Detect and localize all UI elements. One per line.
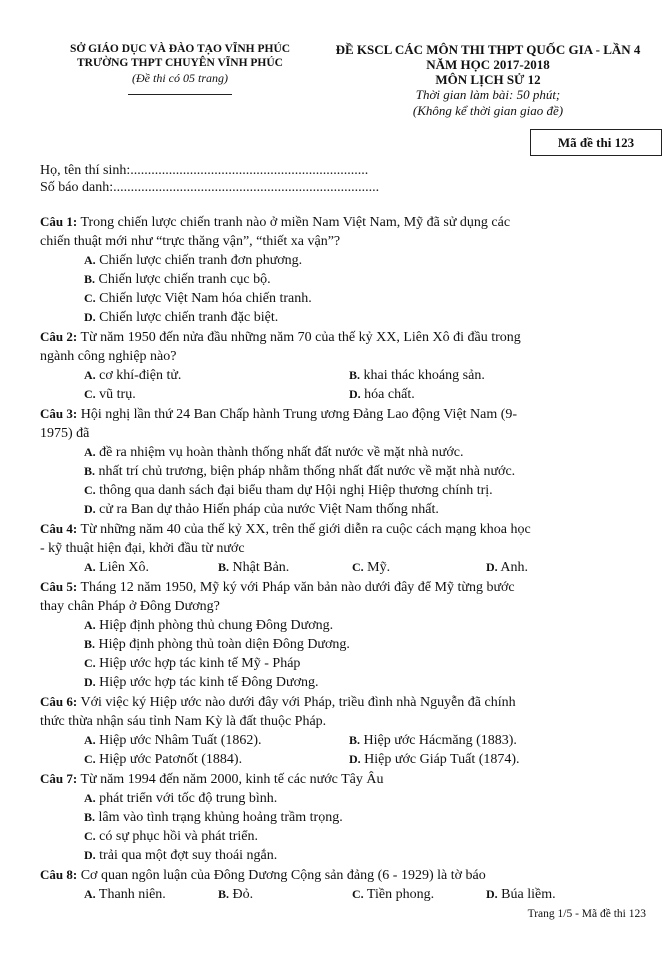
header-divider: [128, 94, 232, 95]
option-c: C. Hiệp ước hợp tác kinh tế Mỹ - Pháp: [84, 656, 301, 671]
department-name: SỞ GIÁO DỤC VÀ ĐÀO TẠO VĨNH PHÚC: [69, 43, 291, 55]
question-text: Từ năm 1994 đến năm 2000, kinh tế các nước Tây Âu: [80, 772, 384, 787]
question-number: Câu 8:: [40, 867, 78, 882]
option-c: C. Chiến lược Việt Nam hóa chiến tranh.: [84, 291, 312, 306]
exam-code-box: Mã đề thi 123: [530, 129, 662, 156]
question-1: [40, 212, 640, 327]
header-left: [60, 42, 300, 95]
candidate-id-field: Số báo danh:............................................................................: [40, 180, 380, 195]
option-c: C. có sự phục hồi và phát triển.: [84, 829, 258, 844]
question-text: Với việc ký Hiệp ước nào dưới đây với Pháp, triều đình nhà Nguyễn đã chính: [80, 695, 516, 710]
subject: MÔN LỊCH SỬ 12: [435, 72, 541, 87]
option-c: C. Hiệp ước Patơnốt (1884).: [84, 752, 243, 767]
option-d: D. Chiến lược chiến tranh đặc biệt.: [84, 310, 279, 325]
option-a: A. Hiệp định phòng thủ chung Đông Dương.: [84, 618, 334, 633]
page-footer: Trang 1/5 - Mã đề thi 123: [527, 908, 646, 920]
question-number: Câu 6:: [40, 694, 78, 709]
option-d: D. Búa liềm.: [486, 887, 556, 902]
option-d: D. Anh.: [486, 560, 529, 575]
question-text: thay chân Pháp ở Đông Dương?: [40, 599, 220, 614]
option-d: D. Hiệp ước hợp tác kinh tế Đông Dương.: [84, 675, 319, 690]
option-b: B. Chiến lược chiến tranh cục bộ.: [84, 272, 271, 287]
option-d: D. trải qua một đợt suy thoái ngắn.: [84, 848, 278, 863]
option-b: B. khai thác khoáng sản.: [349, 368, 485, 383]
question-text: ngành công nghiệp nào?: [40, 349, 177, 364]
option-d: D. cử ra Ban dự thảo Hiến pháp của nước Việt Nam thống nhất.: [84, 502, 439, 517]
page-count-note: (Đề thi có 05 trang): [132, 71, 228, 85]
option-b: B. lâm vào tình trạng khủng hoảng trầm trọng.: [84, 810, 343, 825]
question-5: [40, 577, 640, 692]
question-text: Cơ quan ngôn luận của Đông Dương Cộng sản đảng (6 - 1929) là tờ báo: [80, 868, 486, 883]
question-8: [40, 865, 640, 904]
question-text: Hội nghị lần thứ 24 Ban Chấp hành Trung ương Đảng Lao động Việt Nam (9-: [80, 407, 518, 422]
candidate-name-field: Họ, tên thí sinh:....................................................................: [40, 163, 369, 178]
option-a: A. phát triển với tốc độ trung bình.: [84, 791, 278, 806]
school-year: NĂM HỌC 2017-2018: [426, 57, 550, 72]
option-d: D. Hiệp ước Giáp Tuất (1874).: [349, 752, 520, 767]
question-text: thức thừa nhận sáu tỉnh Nam Kỳ là đất thuộc Pháp.: [40, 714, 327, 729]
option-a: A. đề ra nhiệm vụ hoàn thành thống nhất đất nước về mặt nhà nước.: [84, 445, 464, 460]
time-note: (Không kể thời gian giao đề): [412, 103, 564, 118]
option-c: C. vũ trụ.: [84, 387, 136, 402]
candidate-fields: [40, 162, 379, 196]
question-number: Câu 5:: [40, 579, 78, 594]
question-2: [40, 327, 640, 404]
option-b: B. Đỏ.: [218, 887, 254, 902]
option-a: A. Thanh niên.: [84, 887, 166, 902]
question-text: chiến thuật mới như “trực thăng vận”, “thiết xa vận”?: [40, 234, 341, 249]
question-number: Câu 1:: [40, 214, 78, 229]
question-7: [40, 769, 640, 865]
exam-title: ĐỀ KSCL CÁC MÔN THI THPT QUỐC GIA - LẦN 4: [335, 42, 641, 57]
school-name: TRƯỜNG THPT CHUYÊN VĨNH PHÚC: [77, 57, 283, 69]
question-text: 1975) đã: [40, 426, 90, 441]
question-text: Từ năm 1950 đến nửa đầu những năm 70 của thế kỷ XX, Liên Xô đi đầu trong: [80, 330, 521, 345]
question-text: - kỹ thuật hiện đại, khởi đầu từ nước: [40, 541, 245, 556]
option-b: B. Hiệp ước Hácmăng (1883).: [349, 733, 517, 748]
question-text: Trong chiến lược chiến tranh nào ở miền Nam Việt Nam, Mỹ đã sử dụng các: [80, 215, 511, 230]
question-6: [40, 692, 640, 769]
header-right: [318, 42, 658, 119]
option-a: A. Liên Xô.: [84, 560, 149, 575]
option-d: D. hóa chất.: [349, 387, 415, 402]
question-number: Câu 7:: [40, 771, 78, 786]
option-c: C. thông qua danh sách đại biểu tham dự Hội nghị Hiệp thương chính trị.: [84, 483, 493, 498]
question-text: Tháng 12 năm 1950, Mỹ ký với Pháp văn bản nào dưới đây để Mỹ từng bước: [80, 580, 515, 595]
option-b: B. Nhật Bản.: [218, 560, 290, 575]
option-c: C. Tiền phong.: [352, 887, 435, 902]
questions: [40, 212, 640, 904]
option-b: B. Hiệp định phòng thủ toàn diện Đông Dương.: [84, 637, 350, 652]
option-c: C. Mỹ.: [352, 560, 391, 575]
option-a: A. Chiến lược chiến tranh đơn phương.: [84, 253, 303, 268]
question-4: [40, 519, 640, 577]
option-a: A. Hiệp ước Nhâm Tuất (1862).: [84, 733, 262, 748]
option-a: A. cơ khí-điện tử.: [84, 368, 182, 383]
time-limit: Thời gian làm bài: 50 phút;: [415, 87, 561, 102]
question-number: Câu 4:: [40, 521, 78, 536]
question-text: Từ những năm 40 của thế kỷ XX, trên thế giới diễn ra cuộc cách mạng khoa học: [80, 522, 531, 537]
option-b: B. nhất trí chủ trương, biện pháp nhằm thống nhất đất nước về mặt nhà nước.: [84, 464, 516, 479]
question-number: Câu 2:: [40, 329, 78, 344]
question-number: Câu 3:: [40, 406, 78, 421]
question-3: [40, 404, 640, 519]
